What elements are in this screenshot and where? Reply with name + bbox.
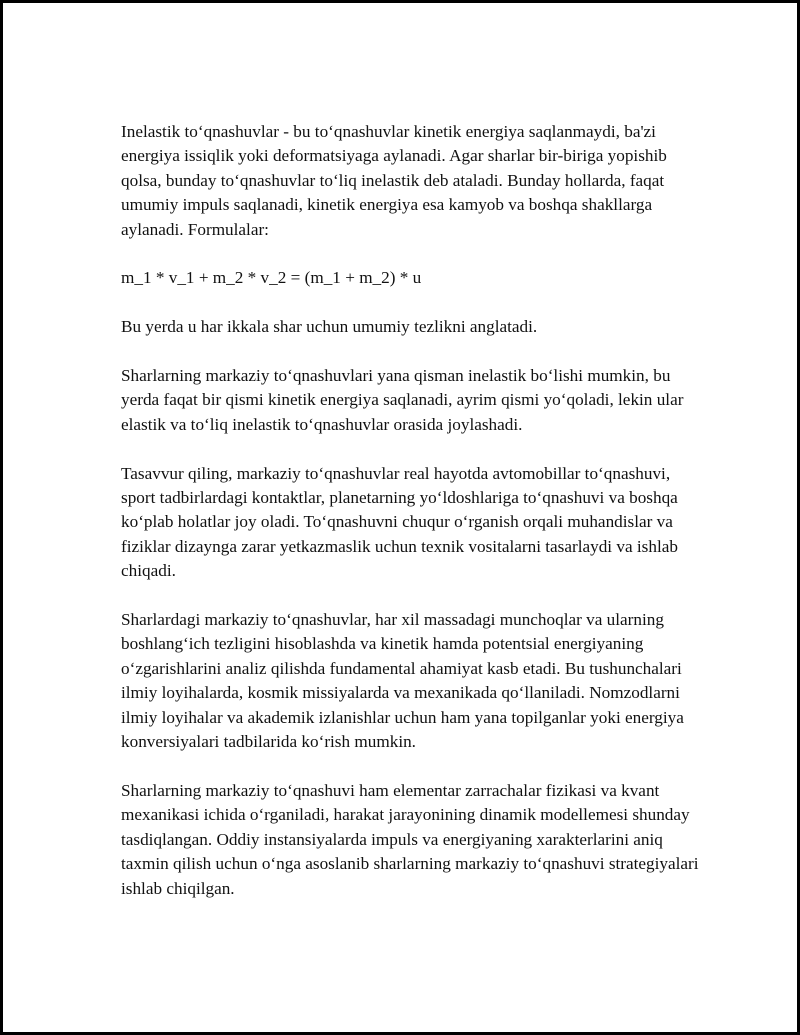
paragraph-applications: Sharlardagi markaziy to‘qnashuvlar, har xil massadagi munchoqlar va ularning boshlang‘ich tezligini hisoblashda va kinetik hamda potentsial energiyaning o‘zgarishlarini analiz qilishda fundamental ahamiyat kasb etadi. Bu tushunchalari ilmiy loyihalarda, kosmik missiyalarda va mexanikada qo‘llaniladi. Nomzodlarni ilmiy loyihalar va akademik izlanishlar uchun ham yana topilganlar yoki energiya konversiyalari tadbilarida ko‘rish mumkin. [121, 610, 684, 752]
paragraph-inelastic-intro: Inelastik to‘qnashuvlar - bu to‘qnashuvlar kinetik energiya saqlanmaydi, ba'zi energiya issiqlik yoki deformatsiyaga aylanadi. Agar sharlar bir-biriga yopishib qolsa, bunday to‘qnashuvlar to‘liq inelastik deb ataladi. Bunday hollarda, faqat umumiy impuls saqlanadi, kinetik energiya esa kamyob va boshqa shakllarga aylanadi. Formulalar: [121, 122, 667, 239]
paragraph-quantum-mechanics: Sharlarning markaziy to‘qnashuvi ham elementar zarrachalar fizikasi va kvant mexanikasi ichida o‘rganiladi, harakat jarayonining dinamik modellemesi shunday tasdiqlangan. Oddiy instansiyalarda impuls va energiyaning xarakterlarini aniq taxmin qilish uchun o‘nga asoslanib sharlarning markaziy to‘qnashuvi strategiyalari ishlab chiqilgan. [121, 780, 699, 898]
formula-momentum: m_1 * v_1 + m_2 * v_2 = (m_1 + m_2) * u [121, 268, 422, 288]
paragraph-real-life-examples: Tasavvur qiling, markaziy to‘qnashuvlar real hayotda avtomobillar to‘qnashuvi, sport tadbirlardagi kontaktlar, planetarning yo‘ldoshlariga to‘qnashuvi va boshqa ko‘plab holatlar joy oladi. To‘qnashuvni chuqur o‘rganish orqali muhandislar va fiziklar dizaynga zarar yetkazmaslik uchun texnik vositalarni tasarlaydi va ishlab chiqadi. [121, 463, 678, 581]
paragraph-formula-explanation: Bu yerda u har ikkala shar uchun umumiy tezlikni anglatadi. [121, 317, 538, 337]
paragraph-partial-inelastic: Sharlarning markaziy to‘qnashuvlari yana qisman inelastik bo‘lishi mumkin, bu yerda faqat bir qismi kinetik energiya saqlanadi, ayrim qismi yo‘qoladi, lekin ular elastik va to‘liq inelastik to‘qnashuvlar orasida joylashadi. [121, 366, 684, 434]
document-body [121, 120, 701, 901]
